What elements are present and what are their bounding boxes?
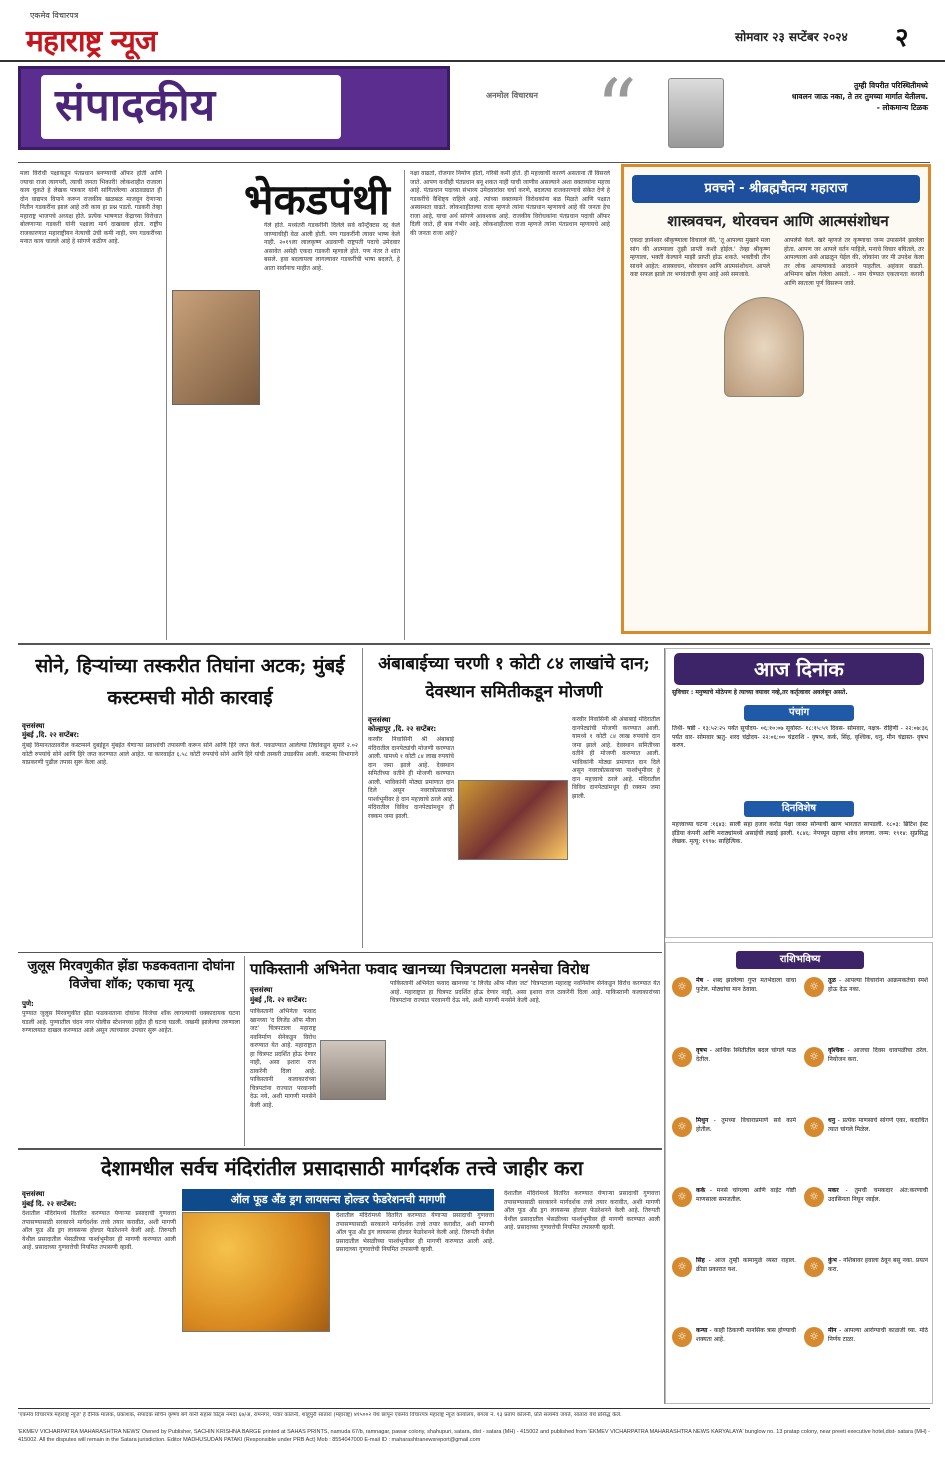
rashi-text: - आजचा दिवस धावपळीचा ठरेल. नियोजन करा.: [828, 1047, 928, 1063]
divider: [18, 952, 662, 953]
masthead: [0, 0, 945, 62]
pravachan-text-left: एकदा ज्ञानेश्वर श्रीकृष्णाला विचारले की, 'तू आपल्या मुखाने मला सांग की आत्म्याला तुझी प्राप्ती कशी होईल.' तेव्हा श्रीकृष्ण म्हणाला, भक्ती केल्याने माझी प्राप्ती होऊ शकते. भक्तीची तीन साधने आहेत: शास्त्रवचन, थोरवचन आणि आत्मसंशोधन. आपले कष्ट सफल झाले तर भगवंताची कृपा आहे असे समजावे.: [630, 237, 770, 278]
rashi-text: - नशिबावर हवाला ठेवून बसू नका. प्रयत्न करा.: [828, 1257, 928, 1273]
rashi-entry: [696, 1327, 796, 1391]
lead-photo: [172, 290, 260, 405]
rashi-entry: [696, 1117, 796, 1181]
lead-column-1: मला विरोधी पक्षाकडून पंतप्रधान बनण्याची ऑफर होती आणि ज्याचा राजा त्यागपरी, त्याची जनता भिकारी! लोकशाहीत राजाला काय चुकते हे लेखक पत्रकार यांनी सांगितलेल्या आठवड्यात ही दोन वाद्यपत्र विपाने करून राजकीय खळबळ माजवून देणाऱ्या नितीन गडकरींना झालं आहे तरी काय हा प्रश्न पडतो. गडकरी तेव्हा महाराष्ट्र भाजपचे अध्यक्ष होते. प्रत्येक भाषणात केंद्राच्या विरोधात बोलणाऱ्या गडकरी यांनी पक्षाला मार्ग दाखवला होता. राष्ट्रीय राजकारणात महाराष्ट्रीयन नेत्याची उंची कमी नाही, पण गडकरींच्या मनात काय चालले आहे हे सांगणे कठीण आहे.: [20, 170, 162, 245]
rashi-text: - काही ठिकाणी मानसिक त्रास होण्याची शक्यता आहे.: [696, 1327, 796, 1343]
footer: [18, 1408, 930, 1448]
story2-headline[interactable]: अंबाबाईच्या चरणी १ कोटी ८४ लाखांचे दान; देवस्थान समितीकडून मोजणी: [378, 654, 650, 702]
rashi-name: कर्क: [696, 1187, 706, 1194]
rashi-icon: ☼: [672, 1117, 692, 1137]
rashi-name: तूळ: [828, 977, 836, 984]
story3-dateline: पुणे:: [22, 1000, 34, 1008]
rashi-box: [665, 942, 933, 1404]
aaj-dinank-box: [665, 648, 933, 938]
story3-text: पुण्यात जुलूस मिरवणुकीत झेंडा फडकवताना दोघांना विजेचा शॉक लागल्याची धक्कादायक घटना घडली आहे. पुण्यातील चंदन नगर पोलीस स्टेशनच्या हद्दीत ही घटना घडली. जखमी झालेल्या तरुणाला रुग्णालयात दाखल करण्यात आले असून त्याच्यावर उपचार सुरू आहेत.: [22, 1010, 240, 1034]
rashi-entry: [828, 1047, 928, 1111]
column-divider: [362, 648, 363, 948]
footer-marathi: 'एकमेव विचारपत्र महाराष्ट्र न्यूज' हे दैनिक मालक, प्रकाशक, संपादक सचिन कृष्णा बर्गे यांनी सहास प्रिंट्स नमदा ६७/अ, रामनगर, पवार कॉलनी, शाहूपुरी सातारा (महाराष्ट्र) ४१५००२ येथे छापून एकमेव विचारपत्र महाराष्ट्र न्यूज कार्यालय, बंगला नं. १३ प्रताप कॉलनी, प्रति सत्यमेव जयते, सातारा येथे प्रसिद्ध केले.: [18, 1412, 622, 1418]
rashi-entry: [828, 977, 928, 1041]
rashi-text: - प्रत्येक माणसाचे सांगणे एका, कदाचित त्यात चांगले मिळेल.: [828, 1117, 928, 1133]
story1-dateline: मुंबई ,दि. २२ सप्टेंबर:: [22, 731, 80, 739]
story4-headline[interactable]: पाकिस्तानी अभिनेता फवाद खानच्या चित्रपटाला मनसेचा विरोध: [250, 960, 590, 978]
lead-column-3: नक्षा वाढतो, रोजगार निर्माण होतो, गरिबी कमी होते. ही महत्त्वाची कारणे असताना ती विसरले जाते. आपण कधीही पंतप्रधान बनू शकत नाही याची जाणीव असल्याने अशा वक्तव्यांना महत्त्व आहे. पंतप्रधान पदाच्या संभाव्य उमेदवारांवर चर्चा करणे, बदलत्या राजकारणाचे संकेत देणे हे गडकरींचे वैशिष्ट्य राहिले आहे. त्यांच्या वक्तव्याने विरोधकांना बळ मिळते आणि पक्षात अस्वस्थता वाढते. लोकशाहीतल्या राजा म्हणजे त्यांना पंतप्रधान म्हणायचे आहे की जनता हेच राजा आहे, याचा अर्थ सांगणे आवश्यक आहे. राजकीय विरोधकांना पंतप्रधान पदाची ऑफर दिली जाते, ही बाब गंभीर आहे. लोकशाहीतला राजा म्हणजे त्यांना पंतप्रधान म्हणायचे आहे की जनता राजा आहे?: [410, 170, 610, 237]
quote-label: अनमोल विचारधन: [486, 91, 538, 100]
story3-headline[interactable]: जुलूस मिरवणुकीत झेंडा फडकवताना दोघांना विजेचा शॉक; एकाचा मृत्यू: [27, 959, 235, 992]
rashi-entry: [696, 1257, 796, 1321]
rashi-entry: [696, 977, 796, 1041]
story5-headline[interactable]: देशामधील सर्वच मंदिरांतील प्रसादासाठी मार्गदर्शक तत्त्वे जाहीर करा: [100, 1156, 584, 1180]
lead-headline: भेकडपंथी: [244, 175, 390, 224]
story5-dateline: मुंबई दि. २२ सप्टेंबर:: [22, 1200, 77, 1208]
column-divider: [244, 956, 245, 1146]
brand-tagline: एकमेव विचारपत्र: [30, 11, 79, 20]
rashi-text: - तुमची चमकदार अंत:करणाची उदासिनता निघून जाईल.: [828, 1187, 928, 1203]
quote-text: [738, 80, 928, 113]
rashi-icon: ☼: [804, 1187, 824, 1207]
rashi-name: कुंभ: [828, 1257, 837, 1264]
rashi-entry: [696, 1047, 796, 1111]
pravachan-box: [621, 164, 931, 634]
rashi-name: धनु: [828, 1117, 836, 1124]
quote-author: - लोकमान्य टिळक: [876, 103, 928, 112]
rashi-icon: ☼: [804, 1327, 824, 1347]
rashi-entry: [828, 1117, 928, 1181]
rashi-icon: ☼: [672, 1257, 692, 1277]
rashi-icon: ☼: [672, 977, 692, 997]
rashi-icon: ☼: [804, 977, 824, 997]
story2-text-continued: करवीर निवासिनी श्री अंबाबाई मंदिरातील दानपेट्यांची मोजणी करण्यात आली. यामध्ये १ कोटी ८४ लाख रुपयांचे दान जमा झाले आहे. देवस्थान समितीच्या वतीने ही मोजणी करण्यात आली. भाविकांनी मोठ्या प्रमाणात दान दिले असून नवरात्रोत्सवाच्या पार्श्वभूमीवर हे दान महत्त्वाचे ठरले आहे. मंदिरातील विविध दानपेट्यांमधून ही रक्कम जमा झाली.: [572, 716, 660, 800]
rashi-name: मिथुन: [696, 1117, 709, 1124]
pravachan-text-right: आपलेसे केले. खरे म्हणजे तर कृष्णाचा जन्म उपासनेने झालेला होता. आपण जर आपले वर्तन पाहिले, मनाचे विचार बघितले, तर आपल्याला असे आढळून येईल की, लोकांना जर मी उपदेश केला तर लोक आपल्याकडे आदराने पाहतील. अहंकार वाढतो. अभिमान खोल गेलेला असतो. - नाम घेण्यात एकतानता करावी आणि स्वतःला पूर्ण विसरून जावे.: [784, 237, 924, 287]
footer-english: 'EKMEV VICHARPATRA MAHARASHTRA NEWS' Owned by Publisher, SACHIN KRISHNA BARGE printed at SAHAS PRINTS, namuda 67/b, ramnagar, pawar colony, shahupuri, satara, dist - satara (MH) - 415002 and published from 'EKMEV VICHARPATRA MAHARASHTRA NEWS KARYALAYA' bunglow no. 13 pratap colony, near preeti executive hotel,dist- satara (MH) - 415002. All the disputes will remain in the Satara jurisdiction. Editor MADHUSUDAN PATAKI (Responsible under PRB Act) Mob : 8554047000 E-mail ID : maharashtranewsreport@gmail.com: [18, 1429, 930, 1443]
suvichar: सुविचार : मनुष्याचे मोठेपण हे त्याच्या वयावर नव्हे,तर कर्तृत्वावर अवलंबून असते.: [672, 689, 848, 696]
story5-byline: वृत्तसंस्था: [22, 1190, 45, 1198]
dinvishesh-label: दिनविशेष: [744, 801, 854, 817]
story1-text: मुंबई विमानतळावरील कस्टम्सने दुबईहून मुंबईत येणाऱ्या प्रवाशांची तपासणी करून सोने आणि हिरे जप्त केले. पकडण्यात आलेल्या तिघांकडून सुमारे २.०२ कोटी रुपयांचे सोने आणि हिरे जप्त करण्यात आले आहेत. या कारवाईत ६.५८ कोटी रुपयांचे सोने आणि हिरे यांची तस्करी उघडकीस आली. कस्टम्स विभागाने याप्रकरणी पुढील तपास सुरू केला आहे.: [22, 742, 358, 766]
lead-column-2: गेले होते. मध्यंतरी गडकरींनी दिलेले सर्व कॉन्ट्रॅक्टस रद्द केले जाण्याचीही वेळ आली होती. पण गडकरींनी त्यावर भाष्य केले नाही. २०१९ला लालकृष्ण अडवाणी राष्ट्रपती पदाचे उमेदवार असावेत असेही एकदा गडकरी म्हणाले होते. पण नंतर ते शांत बसले. हवा बदलायला लागल्यावर गडकरींची भाषा बदलते, हे आता सर्वांनाच माहीत आहे.: [264, 222, 400, 272]
quote-line: धावलन जाऊ नका, ते तर तुमच्या मार्गात येतीलच.: [791, 92, 928, 101]
page-number: २: [895, 23, 909, 53]
story1-headline[interactable]: सोने, हिऱ्यांच्या तस्करीत तिघांना अटक; मुंबई कस्टम्सची मोठी कारवाई: [35, 655, 345, 709]
divider: [18, 162, 930, 163]
rashi-entry: [828, 1187, 928, 1251]
panchang-text: तिथी- षष्ठी - १३:५२:२५ पर्यंत सूर्योदय- ०६:१०:०७ सूर्यास्त- १८:१५:५९ दिवस- सोमवार, नक्षत्र- रोहिणी - २२:०७:३६ पर्यंत वार- सोमवार ऋतु- शरद चंद्रोदय- २२:०६:०० चंद्रराशि - वृषभ, कर्क, सिंह, वृश्चिक, धनु, मीन चंद्रास्त- वृषभ करण.: [672, 725, 928, 749]
editorial-title: संपादकीय: [41, 75, 341, 139]
rashi-text: - आपल्या विचारांना आक्रमकतेचा स्पर्श होऊ देऊ नका.: [828, 977, 928, 993]
story1-byline: वृत्तसंस्था: [22, 722, 45, 730]
quote-line: तुम्ही विपरीत परिस्थितीमध्ये: [854, 81, 928, 90]
aaj-dinank-title: आज दिनांक: [754, 657, 844, 681]
brand-name[interactable]: महाराष्ट्र न्यूज: [26, 24, 157, 59]
dinvishesh-text: महत्त्वाच्या घटना :१६४३: साली सहा हजार करोड पेक्षा जास्त सोन्याची खाण भारतात सापडली. १८०३: ब्रिटिश ईस्ट इंडिया कंपनी आणि मराठ्यांमध्ये असाईची लढाई झाली. १८४६: नेपच्यून ग्रहाचा शोध लागला. जन्म: १९१४: सुप्रसिद्ध लेखक. मृत्यू: १९९७: साहित्यिक.: [672, 821, 928, 845]
rashi-text: - शब्द झालेल्या गुप्त मतभेदाला वाचा फुटेल. मोठ्यांचा मान ठेवावा.: [696, 977, 796, 993]
story5-text-end: देशातील मंदिरांमध्ये वितरित करण्यात येणाऱ्या प्रसादाची गुणवत्ता तपासण्यासाठी सरकारने मार्गदर्शक तत्त्वे तयार करावीत, अशी मागणी ऑल फूड अँड ड्रग लायसन्स होल्डर फेडरेशनने केली आहे. तिरुपती येथील प्रसादातील भेसळीच्या पार्श्वभूमीवर ही मागणी करण्यात आली आहे. प्रसादाच्या गुणवत्तेची नियमित तपासणी व्हावी.: [504, 1190, 660, 1231]
divider: [18, 1148, 662, 1150]
story2-dateline: कोल्हापूर ,दि. २२ सप्टेंबर:: [368, 725, 437, 733]
rashi-text: - आर्थिक स्थितीतील बदल चांगले फळ देतील.: [696, 1047, 796, 1063]
rashi-name: मेष: [696, 977, 704, 984]
editorial-banner: [18, 62, 928, 162]
prasad-photo: [182, 1212, 330, 1332]
rashi-icon: ☼: [804, 1117, 824, 1137]
story4-text: पाकिस्तानी अभिनेता फवाद खानच्या 'द लिजेंड ऑफ मौला जट' चित्रपटाला महाराष्ट्र नवनिर्माण सेनेकडून विरोध करण्यात येत आहे. महाराष्ट्रात हा चित्रपट प्रदर्शित होऊ देणार नाही, असा इशारा राज ठाकरेंनी दिला आहे. पाकिस्तानी कलाकारांच्या चित्रपटांना राज्यात परवानगी देऊ नये, अशी मागणी मनसेने केली आहे.: [250, 1008, 316, 1109]
rashi-text: - तुमच्या विचाराप्रमाणे सर्व कामे होतील.: [696, 1117, 796, 1133]
column-divider: [404, 170, 405, 640]
quote-icon: “: [596, 62, 637, 155]
temple-photo: [458, 780, 568, 860]
rashi-text: - आज तुम्ही कामामुळे व्यस्त राहाल. क्रीडा प्रकारात यश.: [696, 1257, 796, 1273]
portrait-photo: [668, 78, 724, 148]
story5-text: देशातील मंदिरांमध्ये वितरित करण्यात येणाऱ्या प्रसादाची गुणवत्ता तपासण्यासाठी सरकारने मार्गदर्शक तत्त्वे तयार करावीत, अशी मागणी ऑल फूड अँड ड्रग लायसन्स होल्डर फेडरेशनने केली आहे. तिरुपती येथील प्रसादातील भेसळीच्या पार्श्वभूमीवर ही मागणी करण्यात आली आहे. प्रसादाच्या गुणवत्तेची नियमित तपासणी व्हावी.: [22, 1210, 176, 1251]
rashi-name: मीन: [828, 1327, 837, 1334]
story4-dateline: मुंबई ,दि. २२ सप्टेंबर:: [250, 996, 308, 1004]
rashi-entry: [828, 1257, 928, 1321]
divider: [18, 643, 930, 645]
portrait-photo: [320, 1040, 386, 1100]
rashi-entry: [828, 1327, 928, 1391]
pravachan-title: शास्त्रवचन, थोरवचन आणि आत्मसंशोधन: [667, 212, 889, 230]
story2-text: करवीर निवासिनी श्री अंबाबाई मंदिरातील दानपेट्यांची मोजणी करण्यात आली. यामध्ये १ कोटी ८४ लाख रुपयांचे दान जमा झाले आहे. देवस्थान समितीच्या वतीने ही मोजणी करण्यात आली. भाविकांनी मोठ्या प्रमाणात दान दिले असून नवरात्रोत्सवाच्या पार्श्वभूमीवर हे दान महत्त्वाचे ठरले आहे. मंदिरातील विविध दानपेट्यांमधून ही रक्कम जमा झाली.: [368, 736, 454, 820]
story5-text-continued: देशातील मंदिरांमध्ये वितरित करण्यात येणाऱ्या प्रसादाची गुणवत्ता तपासण्यासाठी सरकारने मार्गदर्शक तत्त्वे तयार करावीत, अशी मागणी ऑल फूड अँड ड्रग लायसन्स होल्डर फेडरेशनने केली आहे. तिरुपती येथील प्रसादातील भेसळीच्या पार्श्वभूमीवर ही मागणी करण्यात आली आहे. प्रसादाच्या गुणवत्तेची नियमित तपासणी व्हावी.: [336, 1212, 494, 1253]
rashi-name: मकर: [828, 1187, 839, 1194]
rashi-text: - मनसे चांगल्या आणि वाईट गोष्टी माणसाला समजतील.: [696, 1187, 796, 1203]
rashi-text: - आपल्या आरोग्याची काळजी घ्या. मोठे निर्णय टाळा.: [828, 1327, 928, 1343]
rashi-icon: ☼: [672, 1187, 692, 1207]
rashi-label: राशिभविष्य: [736, 951, 864, 969]
issue-date: सोमवार २३ सप्टेंबर २०२४: [735, 30, 848, 44]
editorial-panel: [18, 66, 450, 150]
rashi-entry: [696, 1187, 796, 1251]
story4-byline: वृत्तसंस्था: [250, 986, 273, 994]
panchang-label: पंचांग: [744, 705, 854, 721]
column-divider: [166, 170, 167, 640]
story5-banner: ऑल फूड अँड ड्रग लायसन्स होल्डर फेडरेशनची मागणी: [182, 1189, 494, 1211]
rashi-icon: ☼: [672, 1327, 692, 1347]
story2-byline: वृत्तसंस्था: [368, 716, 391, 724]
rashi-name: कन्या: [696, 1327, 708, 1334]
rashi-icon: ☼: [804, 1047, 824, 1067]
pravachan-header: प्रवचने - श्रीब्रह्मचैतन्य महाराज: [632, 175, 920, 203]
rashi-icon: ☼: [672, 1047, 692, 1067]
aaj-dinank-header: [674, 653, 924, 685]
rashi-name: सिंह: [696, 1257, 705, 1264]
rashi-name: वृषभ: [696, 1047, 708, 1054]
rashi-name: वृश्चिक: [828, 1047, 844, 1054]
story4-text-continued: पाकिस्तानी अभिनेता फवाद खानच्या 'द लिजेंड ऑफ मौला जट' चित्रपटाला महाराष्ट्र नवनिर्माण सेनेकडून विरोध करण्यात येत आहे. महाराष्ट्रात हा चित्रपट प्रदर्शित होऊ देणार नाही, असा इशारा राज ठाकरेंनी दिला आहे. पाकिस्तानी कलाकारांच्या चित्रपटांना राज्यात परवानगी देऊ नये, अशी मागणी मनसेने केली आहे.: [390, 980, 660, 1004]
rashi-icon: ☼: [804, 1257, 824, 1277]
